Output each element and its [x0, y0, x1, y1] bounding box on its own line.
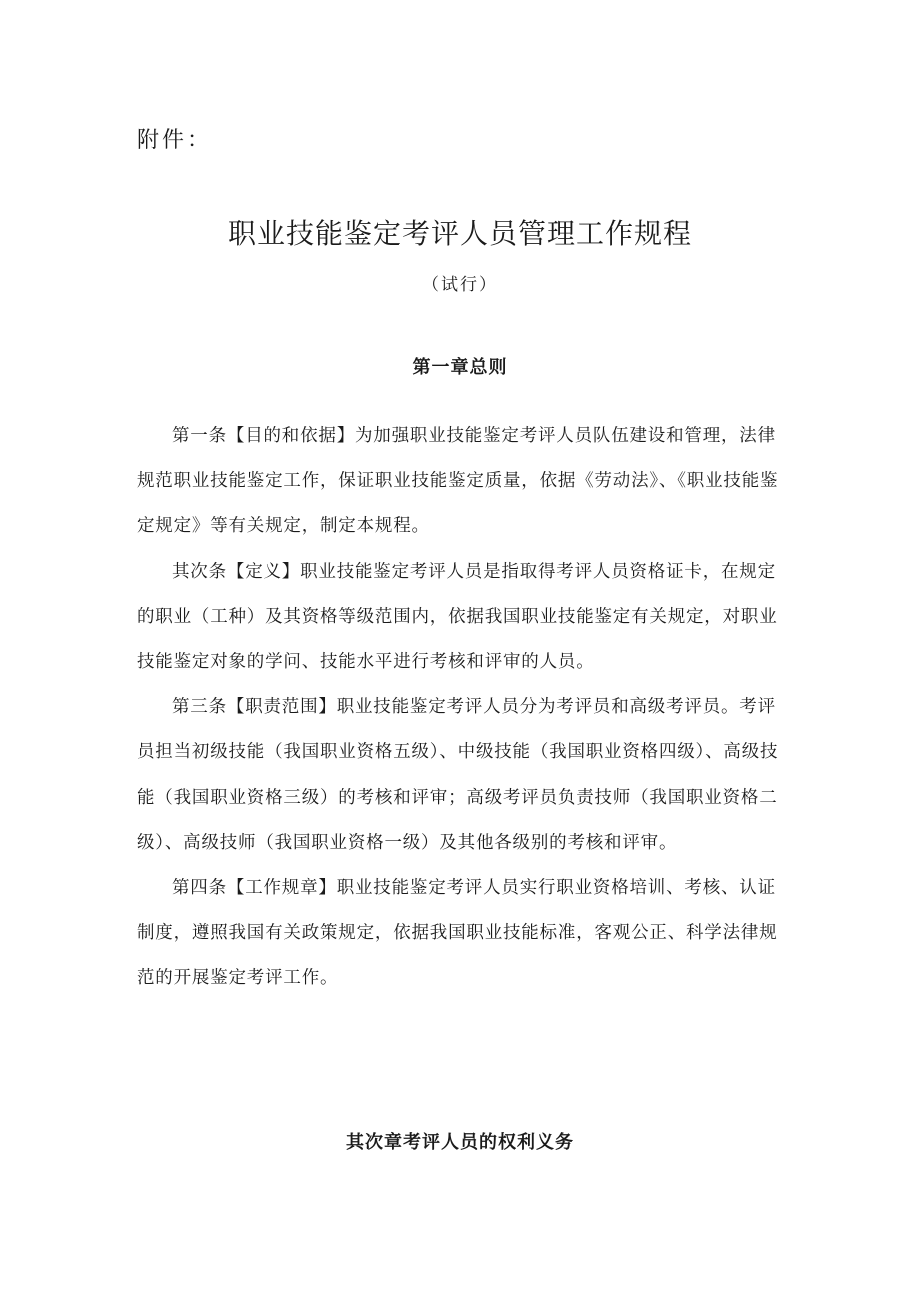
document-title: 职业技能鉴定考评人员管理工作规程: [227, 217, 692, 250]
article-2: 其次条【定义】职业技能鉴定考评人员是指取得考评人员资格证卡，在规定的职业（工种）及其资格等级范围内，依据我国职业技能鉴定有关规定，对职业技能鉴定对象的学问、技能水平进行考核和评审的人员。: [137, 561, 778, 673]
chapter-1-body: [137, 414, 787, 1002]
chapter-heading-2: 其次章考评人员的权利义务: [346, 1132, 574, 1153]
chapter-heading-1: 第一章总则: [412, 357, 508, 378]
article-4: 第四条【工作规章】职业技能鉴定考评人员实行职业资格培训、考核、认证制度，遵照我国有关政策规定，依据我国职业技能标准，客观公正、科学法律规范的开展鉴定考评工作。: [137, 878, 778, 989]
attachment-label: 附件：: [137, 128, 213, 153]
document-subtitle: （试行）: [422, 275, 498, 295]
article-3: 第三条【职责范围】职业技能鉴定考评人员分为考评员和高级考评员。考评员担当初级技能（我国职业资格五级）、中级技能（我国职业资格四级）、高级技能（我国职业资格三级）的考核和评审；高级考评员负责技师（我国职业资格二级）、高级技师（我国职业资格一级）及其他各级别的考核和评审。: [137, 697, 779, 853]
article-1: 第一条【目的和依据】为加强职业技能鉴定考评人员队伍建设和管理，法律规范职业技能鉴定工作，保证职业技能鉴定质量，依据《劳动法》、《职业技能鉴定规定》等有关规定，制定本规程。: [137, 426, 779, 537]
